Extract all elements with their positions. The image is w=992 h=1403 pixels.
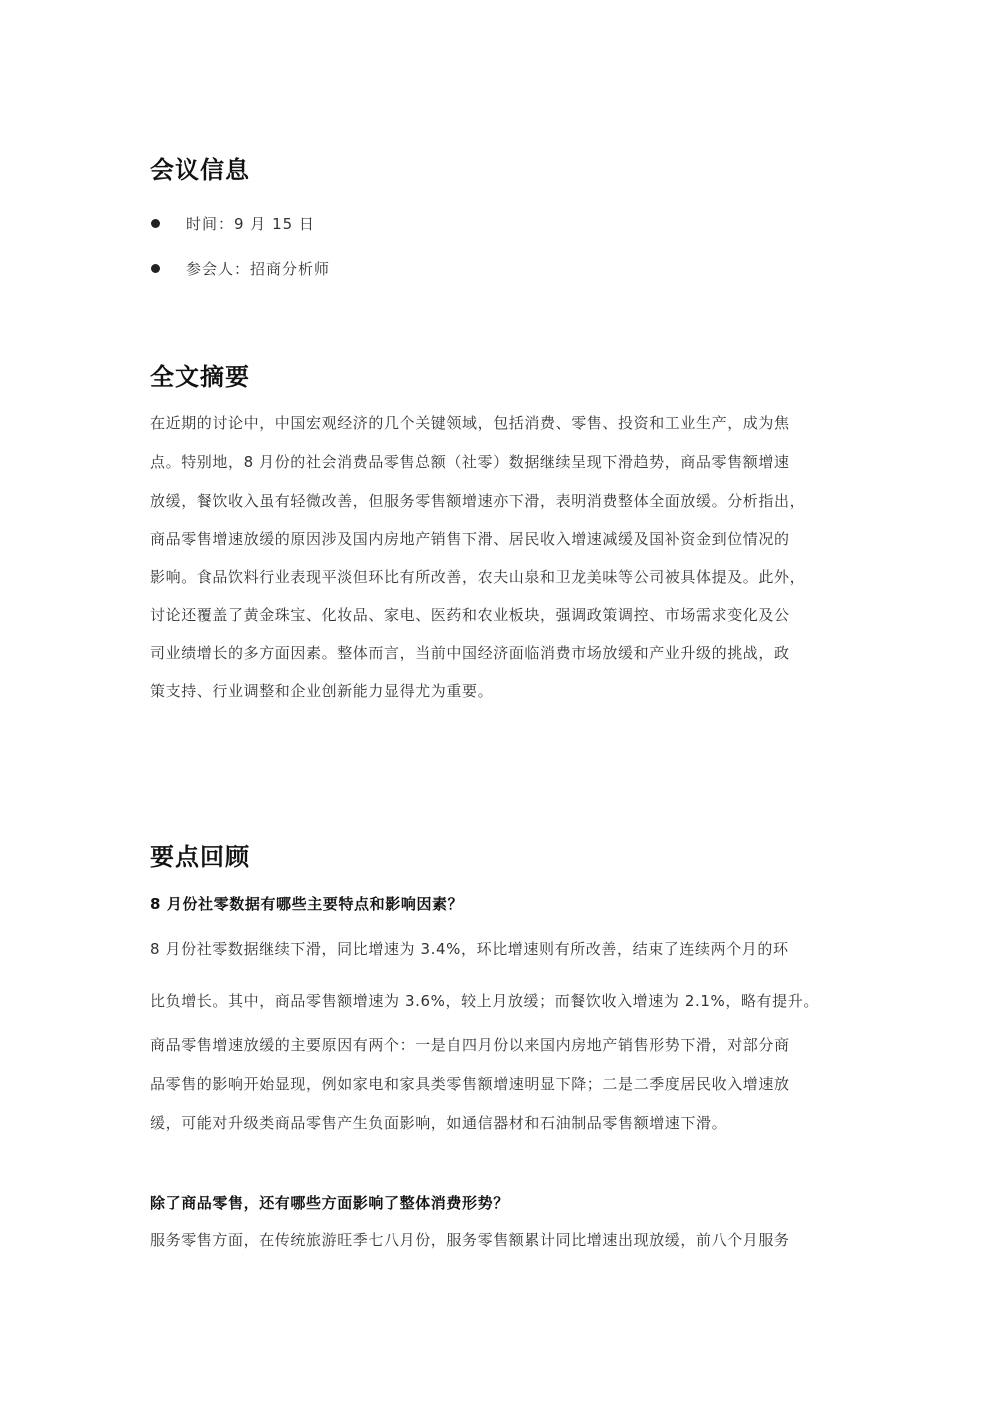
review-heading: 要点回顾 bbox=[150, 843, 250, 871]
summary-line: 放缓，餐饮收入虽有轻微改善，但服务零售额增速亦下滑，表明消费整体全面放缓。分析指出， bbox=[150, 492, 806, 510]
answer-line: 商品零售增速放缓的主要原因有两个：一是自四月份以来国内房地产销售形势下滑，对部分商 bbox=[150, 1036, 790, 1054]
bullet-icon bbox=[151, 219, 160, 228]
question-2: 除了商品零售，还有哪些方面影响了整体消费形势？ bbox=[150, 1194, 509, 1212]
answer-line: 品零售的影响开始显现，例如家电和家具类零售额增速明显下降；二是二季度居民收入增速放 bbox=[150, 1075, 790, 1093]
answer-line: 比负增长。其中，商品零售额增速为 3.6%，较上月放缓；而餐饮收入增速为 2.1%，略有提升。 bbox=[150, 992, 819, 1010]
answer-line: 8 月份社零数据继续下滑，同比增速为 3.4%，环比增速则有所改善，结束了连续两个月的环 bbox=[150, 940, 789, 958]
summary-line: 在近期的讨论中，中国宏观经济的几个关键领域，包括消费、零售、投资和工业生产，成为焦 bbox=[150, 414, 790, 432]
summary-line: 影响。食品饮料行业表现平淡但环比有所改善，农夫山泉和卫龙美味等公司被具体提及。此外， bbox=[150, 568, 806, 586]
question-1: 8 月份社零数据有哪些主要特点和影响因素？ bbox=[150, 895, 464, 913]
summary-line: 讨论还覆盖了黄金珠宝、化妆品、家电、医药和农业板块，强调政策调控、市场需求变化及公 bbox=[150, 606, 790, 624]
meeting-info-heading: 会议信息 bbox=[150, 156, 250, 184]
summary-line: 商品零售增速放缓的原因涉及国内房地产销售下滑、居民收入增速减缓及国补资金到位情况的 bbox=[150, 530, 790, 548]
bullet-icon bbox=[151, 264, 160, 273]
summary-line: 司业绩增长的多方面因素。整体而言，当前中国经济面临消费市场放缓和产业升级的挑战，政 bbox=[150, 644, 790, 662]
summary-heading: 全文摘要 bbox=[150, 363, 250, 391]
meeting-attendees-item bbox=[150, 256, 330, 280]
answer-1b-paragraph bbox=[150, 1034, 850, 1136]
meeting-attendees-text: 参会人：招商分析师 bbox=[186, 259, 331, 278]
summary-line: 点。特别地，8 月份的社会消费品零售总额（社零）数据继续呈现下滑趋势，商品零售额增速 bbox=[150, 453, 790, 471]
summary-paragraph bbox=[150, 412, 850, 704]
answer-line: 缓，可能对升级类商品零售产生负面影响，如通信器材和石油制品零售额增速下滑。 bbox=[150, 1114, 728, 1132]
answer-line: 服务零售方面，在传统旅游旺季七八月份，服务零售额累计同比增速出现放缓，前八个月服务 bbox=[150, 1231, 790, 1249]
summary-line: 策支持、行业调整和企业创新能力显得尤为重要。 bbox=[150, 682, 494, 700]
meeting-time-text: 时间：9 月 15 日 bbox=[186, 214, 315, 233]
answer-1-paragraph bbox=[150, 938, 850, 1014]
answer-2-paragraph bbox=[150, 1229, 850, 1253]
meeting-time-item bbox=[150, 211, 315, 235]
